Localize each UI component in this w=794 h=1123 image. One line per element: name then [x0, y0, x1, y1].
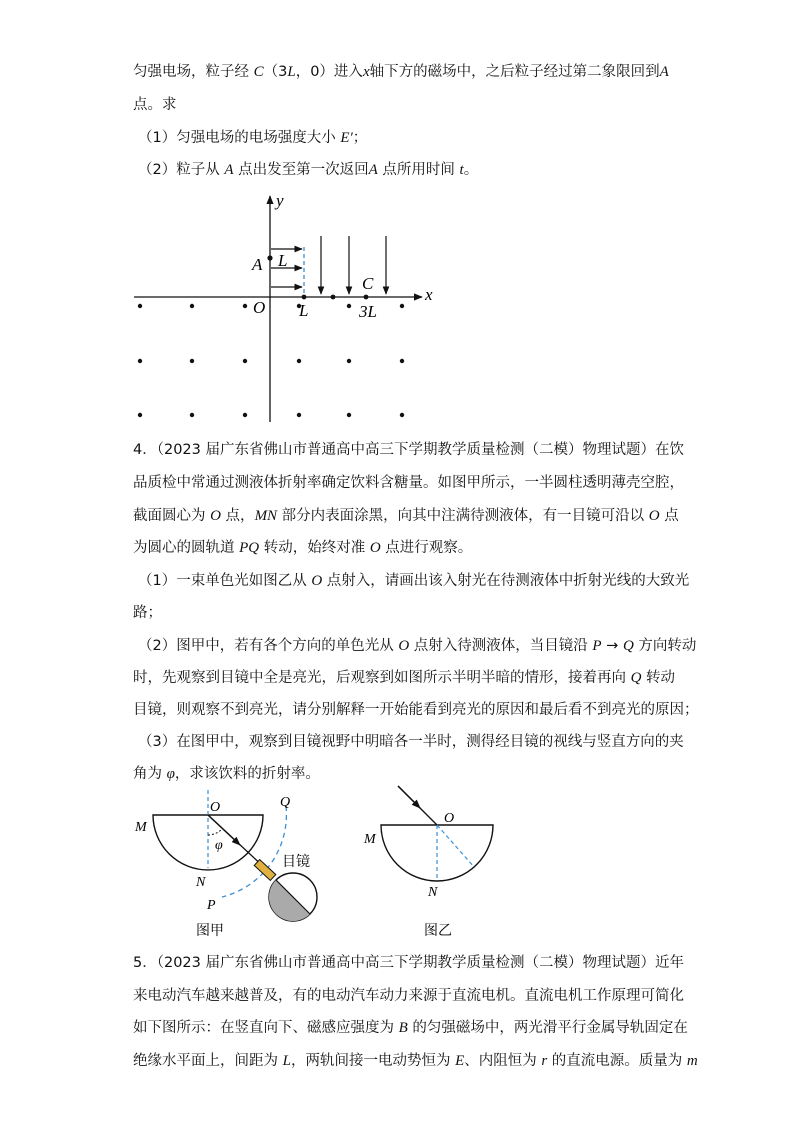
p4-line-4: 为圆心的圆轨道 PQ 转动，始终对准 O 点进行观察。: [133, 540, 473, 556]
p4-line-1: 4．（2023 届广东省佛山市普通高中高三下学期教学质量检测（二模）物理试题）在饮: [133, 442, 684, 458]
p4-question-2b: 时，先观察到目镜中全是亮光，后观察到如图所示半明半暗的情形，接着再向 Q 转动: [133, 670, 676, 686]
p5-line-3: 如下图所示：在竖直向下、磁感应强度为 B 的匀强磁场中，两光滑平行金属导轨固定在: [133, 1020, 688, 1036]
label-eyepiece: 目镜: [282, 855, 310, 870]
p4-question-2a: （2）图甲中，若有各个方向的单色光从 O 点射入待测液体，当目镜沿 P → Q 方向转动: [138, 638, 697, 654]
p3-question-2: （2）粒子从 A 点出发至第一次返回A 点所用时间 t。: [138, 162, 479, 178]
label-N: N: [428, 885, 438, 900]
label-y: y: [276, 191, 284, 210]
label-O: O: [444, 811, 455, 826]
point-C: [364, 295, 369, 300]
label-P: P: [207, 898, 216, 913]
caption-figure-b: 图乙: [424, 924, 452, 939]
caption-figure-a: 图甲: [196, 924, 224, 939]
figure-a: [134, 790, 317, 939]
p5-line-1: 5．（2023 届广东省佛山市普通高中高三下学期教学质量检测（二模）物理试题）近年: [133, 955, 684, 971]
p4-question-3a: （3）在图甲中，观察到目镜视野中明暗各一半时，测得经目镜的视线与竖直方向的夹: [138, 734, 684, 750]
label-Q: Q: [280, 795, 291, 810]
p5-line-4: 绝缘水平面上，间距为 L，两轨间接一电动势恒为 E、内阻恒为 r 的直流电源。质量为 m: [133, 1053, 698, 1069]
p3-line-2: 点。求: [133, 97, 177, 113]
label-O: O: [253, 298, 266, 317]
label-M: M: [364, 832, 376, 847]
refracted-line: [437, 825, 475, 868]
p4-question-1a: （1）一束单色光如图乙从 O 点射入，请画出该入射光在待测液体中折射光线的大致光: [138, 573, 690, 589]
label-L: L: [278, 251, 288, 270]
p4-question-2c: 目镜，则观察不到亮光，请分别解释一开始能看到亮光的原因和最后看不到亮光的原因；: [133, 702, 699, 718]
label-N: N: [196, 875, 206, 890]
p4-optics-diagram: [0, 780, 794, 950]
p4-question-3b: 角为 φ，求该饮料的折射率。: [133, 766, 320, 782]
label-A: A: [252, 255, 263, 274]
p3-question-1: （1）匀强电场的电场强度大小 E′；: [138, 130, 368, 146]
label-3L: 3L: [359, 302, 377, 321]
p4-line-2: 品质检中常通过测液体折射率确定饮料含糖量。如图甲所示，一半圆柱透明薄壳空腔，: [133, 475, 684, 491]
point-A: [267, 255, 272, 260]
label-M: M: [135, 820, 147, 835]
p5-line-2: 来电动汽车越来越普及，有的电动汽车动力来源于直流电机。直流电机工作原理可简化: [133, 988, 684, 1004]
label-x: x: [425, 285, 433, 304]
p3-field-diagram: [0, 0, 794, 440]
angle-arc: [208, 829, 222, 835]
p3-line-1: 匀强电场，粒子经 C（3L，0）进入x轴下方的磁场中，之后粒子经过第二象限回到A: [133, 64, 669, 80]
label-O: O: [210, 800, 221, 815]
figure-b: [363, 786, 493, 939]
p4-line-3: 截面圆心为 O 点，MN 部分内表面涂黑，向其中注满待测液体，有一目镜可沿以 O 点: [133, 508, 679, 524]
label-phi: φ: [215, 838, 223, 853]
label-C: C: [362, 274, 374, 293]
label-L-axis: L: [299, 301, 309, 320]
eyepiece-tube: [254, 860, 276, 881]
p4-question-1b: 路；: [133, 605, 162, 621]
